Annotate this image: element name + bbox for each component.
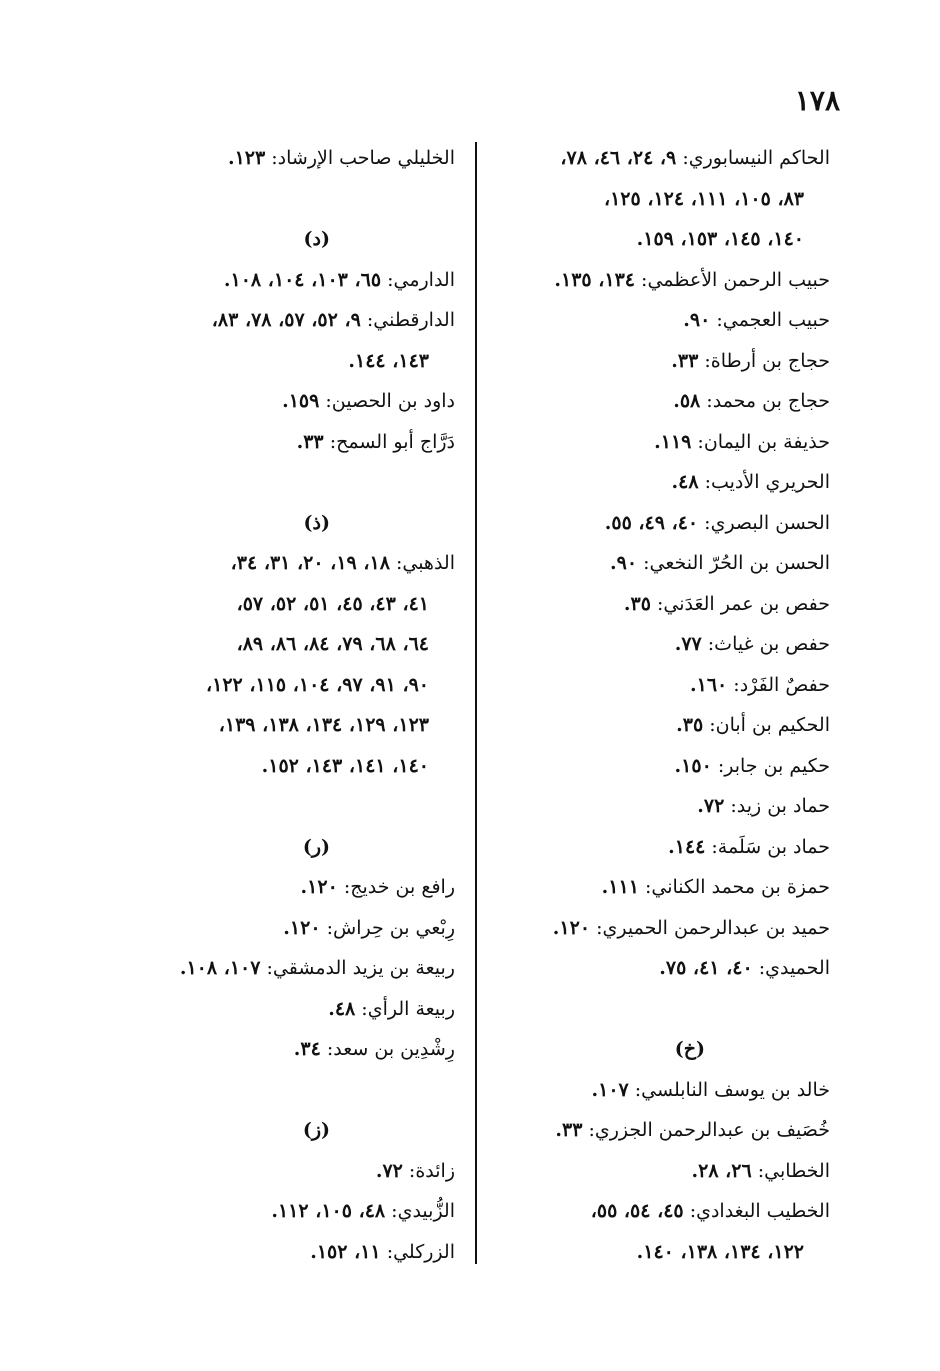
section-gap (115, 786, 455, 827)
page-references: ١٢٠. (552, 916, 591, 939)
entry-name: الخليلي صاحب الإرشاد: (271, 147, 455, 169)
page-references: ٣٣. (555, 1119, 583, 1141)
entry-name: حجاج بن أرطاة: (704, 349, 830, 372)
page-references: ١٤٣، ١٤٤. (348, 349, 429, 372)
entry-name: زائدة: (408, 1159, 455, 1182)
page-references: ٩، ٥٢، ٥٧، ٧٨، ٨٣، (211, 309, 361, 331)
page-references: ٣٣. (671, 349, 699, 372)
page-number: ١٧٨ (794, 84, 840, 117)
index-entry (490, 543, 830, 584)
entry-name: حجاج بن محمد: (706, 390, 830, 412)
page-references: ٣٣. (296, 430, 324, 453)
page-references: ٥٨. (673, 390, 701, 412)
entry-name: حكيم بن جابر: (717, 754, 830, 777)
entry-name: حمزة بن محمد الكناني: (644, 876, 830, 898)
section-gap (115, 462, 455, 503)
page-references: ١٢٠. (300, 876, 338, 898)
page-references: ١٢٣، ١٢٩، ١٣٤، ١٣٨، ١٣٩، (218, 714, 429, 736)
entry-name: ربيعة الرأي: (361, 997, 455, 1020)
entry-name: الدارمي: (387, 268, 455, 291)
index-entry (490, 138, 830, 179)
page-references: ١٥٠. (674, 754, 712, 777)
page-references: ٩٠. (610, 552, 638, 574)
entry-name: حفصٌ الفَرْد: (733, 673, 830, 696)
index-entry (115, 1232, 455, 1273)
index-column-right (490, 138, 830, 1272)
page-references: ١٨، ١٩، ٢٠، ٣١، ٣٤، (230, 552, 390, 574)
index-entry (490, 300, 830, 341)
page-references: ٤٨، ١٠٥، ١١٢. (271, 1200, 386, 1222)
entry-name: الحميدي: (758, 957, 830, 979)
index-entry (115, 948, 455, 989)
page-references: ١١٩. (654, 430, 692, 453)
entry-continuation (490, 179, 830, 220)
index-entry (490, 948, 830, 989)
page-references: ٦٤، ٦٨، ٧٩، ٨٤، ٨٦، ٨٩، (236, 633, 429, 655)
entry-name: الذهبي: (395, 552, 455, 574)
page-references: ١١، ١٥٢. (310, 1240, 381, 1263)
page-references: ٧٧. (674, 633, 702, 655)
entry-name: حذيفة بن اليمان: (697, 430, 830, 453)
entry-name: حفص بن عمر العَدَني: (656, 592, 830, 615)
page-references: ٤٥، ٥٤، ٥٥، (590, 1200, 684, 1222)
section-gap (115, 179, 455, 220)
index-entry (115, 908, 455, 949)
section-gap (490, 989, 830, 1030)
index-entry (115, 989, 455, 1030)
entry-name: داود بن الحصين: (325, 390, 455, 412)
entry-name: الحسن بن الحُرّ النخعي: (643, 552, 830, 574)
column-divider (475, 142, 477, 1264)
entry-name: حبيب الرحمن الأعظمي: (641, 268, 830, 291)
page-references: ١٢٣. (227, 147, 266, 169)
index-column-left (115, 138, 455, 1272)
entry-name: حماد بن سَلَمة: (711, 835, 830, 858)
entry-continuation (115, 665, 455, 706)
page-references: ٧٢. (697, 795, 725, 817)
page-references: ١٢٠. (283, 916, 321, 939)
index-entry (490, 462, 830, 503)
entry-name: رافع بن خديج: (343, 876, 455, 898)
entry-name: خالد بن يوسف النابلسي: (634, 1078, 830, 1101)
page-references: ٩٠، ٩١، ٩٧، ١٠٤، ١١٥، ١٢٢، (205, 673, 429, 696)
entry-name: حميد بن عبدالرحمن الحميري: (596, 916, 830, 939)
index-entry (115, 300, 455, 341)
index-entry (490, 867, 830, 908)
index-entry (115, 867, 455, 908)
page-references: ٩٠. (683, 309, 711, 331)
entry-continuation (490, 1232, 830, 1273)
index-entry (490, 422, 830, 463)
entry-name: الخطابي: (757, 1159, 830, 1182)
page-references: ١٥٩. (282, 390, 320, 412)
letter-heading: (د) (303, 228, 330, 250)
index-entry (115, 138, 455, 179)
entry-name: الزُّبيدي: (391, 1200, 455, 1222)
page-references: ١٠٧، ١٠٨. (179, 957, 261, 979)
entry-name: الدارقطني: (366, 309, 455, 331)
index-entry (490, 1191, 830, 1232)
index-entry (490, 1070, 830, 1111)
index-entry (115, 1151, 455, 1192)
entry-name: الحاكم النيسابوري: (682, 147, 830, 169)
index-entry (490, 746, 830, 787)
index-entry (115, 422, 455, 463)
entry-continuation (115, 584, 455, 625)
page-references: ١٦٠. (690, 673, 728, 696)
entry-continuation (490, 219, 830, 260)
index-entry (490, 827, 830, 868)
page-references: ٣٥. (623, 592, 651, 615)
index-entry (490, 908, 830, 949)
entry-name: الحسن البصري: (704, 511, 830, 534)
page-references: ٤٠، ٤١، ٧٥. (659, 957, 753, 979)
entry-continuation (115, 746, 455, 787)
entry-name: الحكيم بن أبان: (709, 714, 830, 736)
index-entry (490, 1151, 830, 1192)
index-entry (115, 543, 455, 584)
page-references: ٤٨. (671, 471, 699, 493)
entry-name: الخطيب البغدادي: (689, 1200, 830, 1222)
index-entry (115, 1029, 455, 1070)
index-entry (490, 786, 830, 827)
entry-name: ربيعة بن يزيد الدمشقي: (266, 957, 455, 979)
index-entry (490, 1110, 830, 1151)
entry-name: رِبْعي بن حِراش: (326, 916, 455, 939)
entry-continuation (115, 341, 455, 382)
index-entry (115, 260, 455, 301)
index-entry (490, 260, 830, 301)
entry-name: حفص بن غياث: (707, 633, 830, 655)
index-entry (115, 381, 455, 422)
entry-name: الزركلي: (386, 1240, 455, 1263)
index-entry (490, 705, 830, 746)
page-references: ١٢٢، ١٣٤، ١٣٨، ١٤٠. (636, 1240, 804, 1263)
index-entry (490, 341, 830, 382)
letter-heading: (ز) (302, 1119, 330, 1141)
index-entry (115, 1191, 455, 1232)
entry-name: دَرَّاج أبو السمح: (329, 430, 455, 453)
index-entry (490, 503, 830, 544)
page-references: ١٠٧. (591, 1078, 629, 1101)
index-entry (490, 665, 830, 706)
page-references: ٢٦، ٢٨. (691, 1159, 752, 1182)
page-references: ١٤٤. (668, 835, 706, 858)
page-references: ١٤٠، ١٤١، ١٤٣، ١٥٢. (261, 754, 429, 777)
page-references: ٤٨. (328, 997, 356, 1020)
entry-name: حماد بن زيد: (730, 795, 830, 817)
index-entry (490, 381, 830, 422)
page-references: ٤٠، ٤٩، ٥٥. (604, 511, 699, 534)
entry-continuation (115, 624, 455, 665)
page-references: ٣٤. (293, 1038, 321, 1060)
entry-continuation (115, 705, 455, 746)
page-references: ٤١، ٤٣، ٤٥، ٥١، ٥٢، ٥٧، (236, 592, 429, 615)
page-references: ١٤٠، ١٤٥، ١٥٣، ١٥٩. (636, 228, 804, 250)
page-references: ٩، ٢٤، ٤٦، ٧٨، (560, 147, 677, 169)
page-references: ٧٢. (375, 1159, 403, 1182)
entry-name: حبيب العجمي: (716, 309, 830, 331)
entry-name: الحريري الأديب: (704, 471, 830, 493)
entry-name: رِشْدِين بن سعد: (326, 1038, 455, 1060)
index-entry (490, 584, 830, 625)
page-references: ١٣٤، ١٣٥. (554, 268, 635, 291)
entry-name: خُصَيف بن عبدالرحمن الجزري: (588, 1119, 830, 1141)
page-references: ١١١. (601, 876, 639, 898)
page-references: ٦٥، ١٠٣، ١٠٤، ١٠٨. (223, 268, 382, 291)
section-gap (115, 1070, 455, 1111)
page-references: ٣٥. (676, 714, 704, 736)
index-entry (490, 624, 830, 665)
letter-heading: (ذ) (303, 511, 330, 534)
letter-heading: (خ) (674, 1038, 705, 1060)
letter-heading: (ر) (302, 835, 330, 858)
page-references: ٨٣، ١٠٥، ١١١، ١٢٤، ١٢٥، (603, 187, 804, 210)
